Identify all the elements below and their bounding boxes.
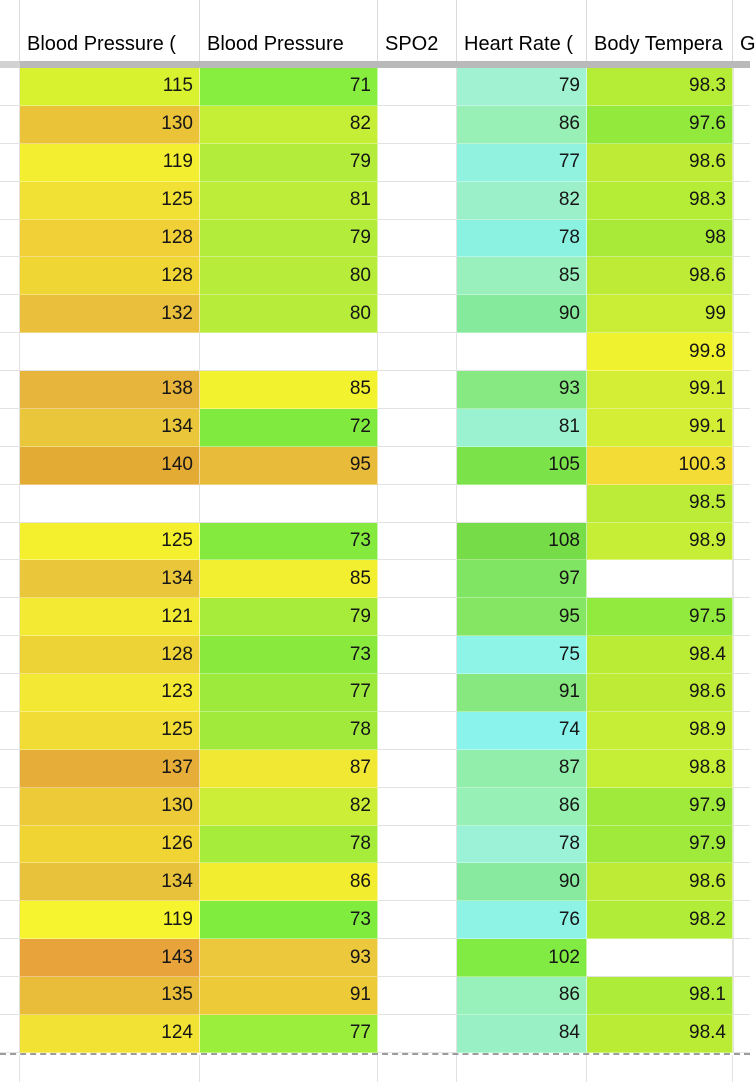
table-cell[interactable] (0, 863, 20, 901)
table-cell[interactable]: 99.1 (587, 409, 733, 447)
table-cell[interactable]: 143 (20, 939, 200, 977)
table-cell[interactable]: 98.9 (587, 712, 733, 750)
table-cell[interactable]: 86 (457, 106, 587, 144)
table-cell[interactable] (457, 485, 587, 523)
table-cell[interactable] (378, 788, 457, 826)
table-row (0, 863, 750, 901)
table-cell[interactable] (20, 485, 200, 523)
table-cell[interactable] (0, 750, 20, 788)
table-cell[interactable] (733, 333, 750, 371)
table-cell[interactable]: 124 (20, 1015, 200, 1053)
table-cell[interactable]: 115 (20, 68, 200, 106)
table-cell[interactable]: 71 (200, 68, 378, 106)
table-cell[interactable] (378, 1055, 457, 1082)
table-cell[interactable]: 76 (457, 901, 587, 939)
table-cell[interactable]: 86 (200, 863, 378, 901)
table-cell[interactable]: 99.1 (587, 371, 733, 409)
table-cell[interactable]: 126 (20, 826, 200, 864)
table-cell[interactable] (587, 560, 733, 598)
table-cell[interactable]: 86 (457, 977, 587, 1015)
table-cell[interactable] (733, 371, 750, 409)
table-cell[interactable] (733, 674, 750, 712)
table-cell[interactable] (378, 68, 457, 106)
table-cell[interactable]: 80 (200, 295, 378, 333)
table-cell[interactable]: 97.9 (587, 826, 733, 864)
table-cell[interactable] (0, 826, 20, 864)
table-cell[interactable] (378, 826, 457, 864)
table-cell[interactable] (378, 447, 457, 485)
table-row (0, 939, 750, 977)
table-row (0, 712, 750, 750)
table-cell[interactable] (378, 636, 457, 674)
table-cell[interactable]: 90 (457, 863, 587, 901)
table-cell[interactable] (0, 712, 20, 750)
table-cell[interactable] (378, 333, 457, 371)
table-row (0, 788, 750, 826)
table-cell[interactable] (733, 598, 750, 636)
table-cell[interactable] (0, 1015, 20, 1053)
table-cell[interactable]: 98.6 (587, 257, 733, 295)
table-cell[interactable] (733, 901, 750, 939)
table-cell[interactable]: 85 (200, 560, 378, 598)
table-row (0, 636, 750, 674)
table-cell[interactable]: 81 (457, 409, 587, 447)
table-cell[interactable] (0, 560, 20, 598)
table-cell[interactable] (733, 1055, 750, 1082)
table-cell[interactable]: 75 (457, 636, 587, 674)
table-cell[interactable] (733, 712, 750, 750)
table-cell[interactable] (733, 220, 750, 258)
table-cell[interactable] (0, 977, 20, 1015)
table-cell[interactable]: 128 (20, 257, 200, 295)
table-cell[interactable]: 98.6 (587, 144, 733, 182)
table-row (0, 371, 750, 409)
table-cell[interactable]: 125 (20, 182, 200, 220)
table-cell[interactable] (733, 560, 750, 598)
table-cell[interactable] (20, 333, 200, 371)
table-cell[interactable] (0, 1055, 20, 1082)
table-cell[interactable] (200, 1055, 378, 1082)
table-cell[interactable]: 119 (20, 144, 200, 182)
table-cell[interactable]: 108 (457, 523, 587, 561)
table-cell[interactable]: 77 (200, 1015, 378, 1053)
table-cell[interactable] (0, 901, 20, 939)
table-cell[interactable]: 132 (20, 295, 200, 333)
table-cell[interactable]: 81 (200, 182, 378, 220)
table-cell[interactable]: 123 (20, 674, 200, 712)
table-cell[interactable] (0, 68, 20, 106)
table-cell[interactable] (0, 144, 20, 182)
table-cell[interactable] (378, 901, 457, 939)
table-cell[interactable]: 95 (457, 598, 587, 636)
table-row (0, 674, 750, 712)
table-cell[interactable] (0, 636, 20, 674)
table-cell[interactable] (457, 1055, 587, 1082)
table-cell[interactable] (0, 220, 20, 258)
table-cell[interactable] (378, 485, 457, 523)
table-cell[interactable] (0, 598, 20, 636)
table-cell[interactable]: 73 (200, 523, 378, 561)
table-cell[interactable] (378, 144, 457, 182)
table-cell[interactable]: 138 (20, 371, 200, 409)
rows-container (0, 68, 750, 1053)
table-cell[interactable] (378, 560, 457, 598)
table-cell[interactable] (378, 863, 457, 901)
table-cell[interactable]: 85 (200, 371, 378, 409)
table-row (0, 1015, 750, 1053)
table-cell[interactable] (587, 939, 733, 977)
table-cell[interactable] (733, 523, 750, 561)
header-cell-spo2[interactable]: SPO2 (378, 0, 457, 61)
table-cell[interactable] (378, 106, 457, 144)
header-cell-g-clipped[interactable]: G (740, 33, 756, 55)
table-cell[interactable]: 135 (20, 977, 200, 1015)
table-cell[interactable] (0, 182, 20, 220)
table-cell[interactable]: 98.1 (587, 977, 733, 1015)
table-cell[interactable]: 98.3 (587, 68, 733, 106)
table-cell[interactable] (0, 409, 20, 447)
table-cell[interactable]: 78 (457, 220, 587, 258)
table-cell[interactable]: 86 (457, 788, 587, 826)
table-cell[interactable]: 79 (200, 220, 378, 258)
table-cell[interactable] (587, 1055, 733, 1082)
table-cell[interactable]: 98.5 (587, 485, 733, 523)
table-cell[interactable]: 78 (200, 826, 378, 864)
table-cell[interactable] (733, 863, 750, 901)
table-cell[interactable] (457, 333, 587, 371)
table-cell[interactable]: 79 (200, 598, 378, 636)
table-cell[interactable] (378, 371, 457, 409)
header-cell-blood-pressure-systolic[interactable]: Blood Pressure ( (20, 0, 200, 61)
table-cell[interactable]: 98.6 (587, 863, 733, 901)
table-cell[interactable] (378, 182, 457, 220)
table-cell[interactable] (378, 977, 457, 1015)
table-row (0, 333, 750, 371)
table-cell[interactable]: 140 (20, 447, 200, 485)
table-cell[interactable] (0, 447, 20, 485)
table-row (0, 257, 750, 295)
table-cell[interactable] (0, 295, 20, 333)
table-cell[interactable] (20, 1055, 200, 1082)
table-cell[interactable] (733, 485, 750, 523)
table-row (0, 220, 750, 258)
table-cell[interactable] (0, 674, 20, 712)
table-cell[interactable]: 82 (200, 788, 378, 826)
table-cell[interactable]: 73 (200, 901, 378, 939)
header-cell-blood-pressure-diastolic[interactable]: Blood Pressure (200, 0, 378, 61)
table-cell[interactable]: 98 (587, 220, 733, 258)
table-cell[interactable]: 98.3 (587, 182, 733, 220)
table-row (0, 485, 750, 523)
table-cell[interactable]: 119 (20, 901, 200, 939)
table-cell[interactable]: 98.6 (587, 674, 733, 712)
table-cell[interactable]: 87 (457, 750, 587, 788)
table-cell[interactable]: 72 (200, 409, 378, 447)
table-cell[interactable] (733, 257, 750, 295)
table-cell[interactable]: 130 (20, 788, 200, 826)
table-cell[interactable] (733, 295, 750, 333)
table-cell[interactable] (733, 826, 750, 864)
table-cell[interactable]: 134 (20, 863, 200, 901)
table-cell[interactable]: 82 (457, 182, 587, 220)
table-cell[interactable]: 90 (457, 295, 587, 333)
table-cell[interactable] (733, 750, 750, 788)
table-row (0, 826, 750, 864)
table-cell[interactable] (378, 220, 457, 258)
table-row (0, 144, 750, 182)
table-cell[interactable]: 128 (20, 636, 200, 674)
table-cell[interactable] (200, 485, 378, 523)
table-cell[interactable] (733, 788, 750, 826)
table-cell[interactable] (378, 939, 457, 977)
table-cell[interactable]: 79 (457, 68, 587, 106)
table-cell[interactable]: 134 (20, 560, 200, 598)
table-row (0, 106, 750, 144)
table-cell[interactable]: 82 (200, 106, 378, 144)
table-cell[interactable]: 121 (20, 598, 200, 636)
table-cell[interactable] (378, 750, 457, 788)
table-cell[interactable] (733, 409, 750, 447)
table-cell[interactable]: 97.5 (587, 598, 733, 636)
table-cell[interactable]: 105 (457, 447, 587, 485)
header-cell-heart-rate[interactable]: Heart Rate ( (457, 0, 587, 61)
table-cell[interactable]: 80 (200, 257, 378, 295)
table-cell[interactable]: 99.8 (587, 333, 733, 371)
table-cell[interactable]: 130 (20, 106, 200, 144)
table-cell[interactable]: 97.9 (587, 788, 733, 826)
table-cell[interactable] (0, 939, 20, 977)
table-cell[interactable] (733, 1015, 750, 1053)
table-cell[interactable] (733, 144, 750, 182)
table-cell[interactable] (0, 485, 20, 523)
table-cell[interactable]: 100.3 (587, 447, 733, 485)
table-row (0, 901, 750, 939)
table-row (0, 977, 750, 1015)
table-cell[interactable]: 97.6 (587, 106, 733, 144)
table-cell[interactable] (378, 598, 457, 636)
table-row (0, 560, 750, 598)
table-row (0, 447, 750, 485)
table-cell[interactable] (0, 371, 20, 409)
table-cell[interactable] (378, 409, 457, 447)
table-cell[interactable] (378, 257, 457, 295)
table-cell[interactable] (378, 674, 457, 712)
table-row (0, 295, 750, 333)
table-row (0, 182, 750, 220)
table-cell[interactable] (0, 788, 20, 826)
table-cell[interactable] (733, 447, 750, 485)
table-cell[interactable]: 77 (457, 144, 587, 182)
table-cell[interactable]: 74 (457, 712, 587, 750)
table-cell[interactable] (378, 523, 457, 561)
table-cell[interactable]: 134 (20, 409, 200, 447)
table-row (0, 409, 750, 447)
table-cell[interactable]: 128 (20, 220, 200, 258)
table-cell[interactable]: 137 (20, 750, 200, 788)
table-cell[interactable]: 87 (200, 750, 378, 788)
table-cell[interactable]: 84 (457, 1015, 587, 1053)
table-cell[interactable]: 98.4 (587, 1015, 733, 1053)
table-cell[interactable]: 98.8 (587, 750, 733, 788)
table-cell[interactable]: 125 (20, 523, 200, 561)
table-cell[interactable]: 78 (457, 826, 587, 864)
table-cell[interactable] (733, 68, 750, 106)
table-cell[interactable]: 99 (587, 295, 733, 333)
table-cell[interactable]: 73 (200, 636, 378, 674)
table-cell[interactable]: 78 (200, 712, 378, 750)
table-cell[interactable] (378, 295, 457, 333)
table-cell[interactable]: 97 (457, 560, 587, 598)
table-cell[interactable] (733, 977, 750, 1015)
table-cell[interactable] (0, 523, 20, 561)
table-cell[interactable] (378, 712, 457, 750)
table-cell[interactable]: 95 (200, 447, 378, 485)
table-row (0, 750, 750, 788)
table-cell[interactable]: 98.2 (587, 901, 733, 939)
frozen-row-divider[interactable] (0, 61, 750, 68)
table-cell[interactable]: 93 (457, 371, 587, 409)
table-cell[interactable] (733, 939, 750, 977)
table-cell[interactable]: 98.9 (587, 523, 733, 561)
table-cell[interactable] (378, 1015, 457, 1053)
table-row (0, 523, 750, 561)
table-cell[interactable] (0, 106, 20, 144)
header-row (0, 0, 756, 61)
header-cell-gutter[interactable] (0, 0, 20, 61)
header-cell-body-temperature[interactable]: Body Tempera (587, 0, 733, 61)
table-cell[interactable] (0, 257, 20, 295)
table-cell[interactable] (733, 182, 750, 220)
table-cell[interactable]: 91 (457, 674, 587, 712)
table-cell[interactable] (200, 333, 378, 371)
table-row (0, 598, 750, 636)
table-cell[interactable]: 79 (200, 144, 378, 182)
table-cell[interactable]: 98.4 (587, 636, 733, 674)
table-row (0, 68, 750, 106)
table-cell[interactable]: 77 (200, 674, 378, 712)
table-cell[interactable]: 85 (457, 257, 587, 295)
table-cell[interactable] (733, 106, 750, 144)
table-cell[interactable]: 93 (200, 939, 378, 977)
table-cell[interactable] (0, 333, 20, 371)
table-cell[interactable]: 125 (20, 712, 200, 750)
empty-row-strip (0, 1055, 750, 1082)
table-cell[interactable] (733, 636, 750, 674)
table-cell[interactable]: 91 (200, 977, 378, 1015)
table-cell[interactable]: 102 (457, 939, 587, 977)
